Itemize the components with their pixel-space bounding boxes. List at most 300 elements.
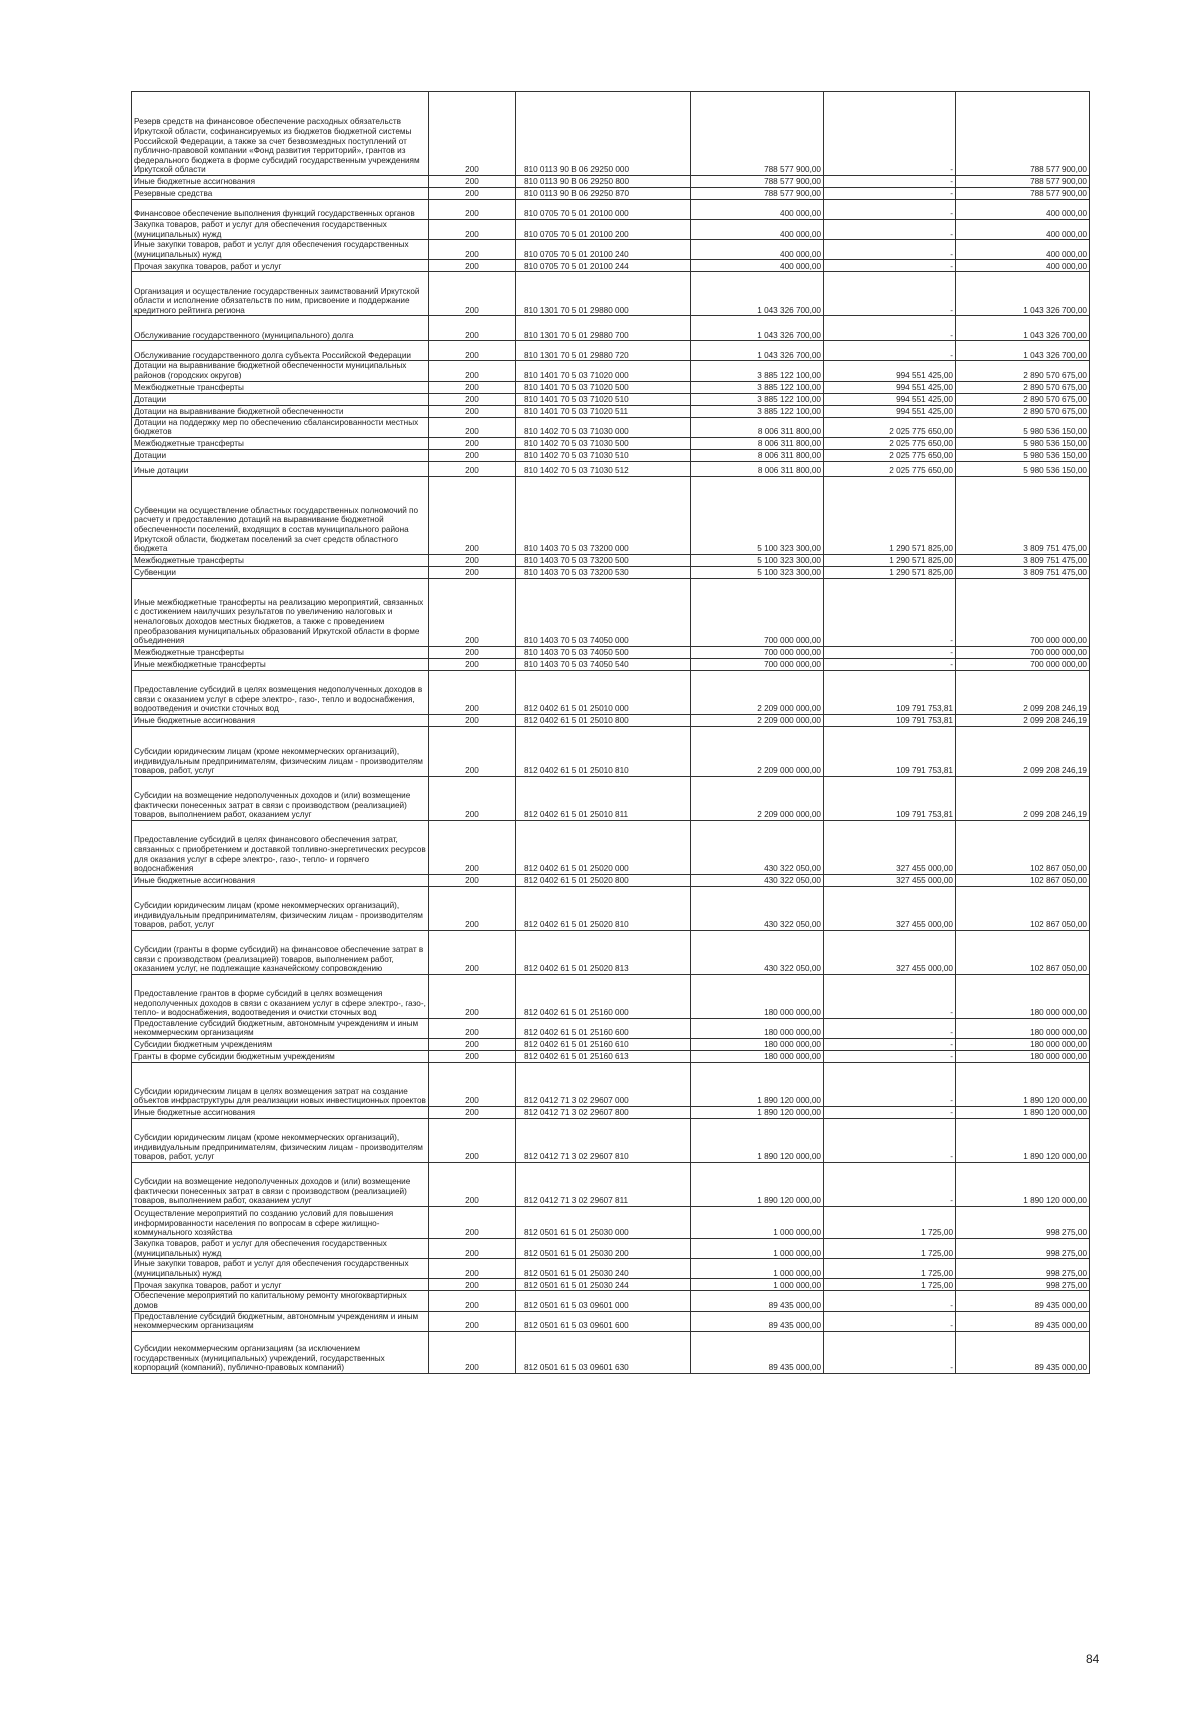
row-executed-amount: 2 025 775 650,00 [824,449,956,461]
row-description: Предоставление субсидий в целях возмещения недополученных доходов в связи с оказанием услуг в сфере электро-, газо-, тепло и водоснабжения, водоотведения и очистки сточных вод [132,670,429,714]
row-budget-code: 812 0501 61 5 03 09601 000 [516,1291,691,1311]
table-row [132,974,1090,1018]
row-remaining-amount: 700 000 000,00 [956,658,1090,670]
row-budget-code: 810 0705 70 5 01 20100 240 [516,240,691,260]
row-description: Обслуживание государственного (муниципального) долга [132,316,429,341]
table-row [132,670,1090,714]
row-code: 200 [429,476,516,554]
row-description: Межбюджетные трансферты [132,646,429,658]
table-row [132,461,1090,476]
row-budget-code: 810 1402 70 5 03 71030 510 [516,449,691,461]
table-row [132,646,1090,658]
row-description: Субсидии (гранты в форме субсидий) на финансовое обеспечение затрат в связи с производством (реализацией) товаров, выполнением работ, оказанием услуг, не подлежащие казначейскому сопровождению [132,930,429,974]
row-remaining-amount: 998 275,00 [956,1206,1090,1238]
row-executed-amount: - [824,188,956,200]
row-remaining-amount: 2 099 208 246,19 [956,714,1090,726]
row-executed-amount: 994 551 425,00 [824,361,956,381]
row-budget-code: 810 1403 70 5 03 73200 530 [516,566,691,578]
row-description: Субсидии на возмещение недополученных доходов и (или) возмещение фактически понесенных затрат в связи с производством (реализацией) товаров, выполнением работ, оказанием услуг [132,776,429,820]
row-code: 200 [429,272,516,316]
row-planned-amount: 700 000 000,00 [691,658,824,670]
row-budget-code: 810 0113 90 В 06 29250 870 [516,188,691,200]
row-remaining-amount: 3 809 751 475,00 [956,476,1090,554]
row-planned-amount: 700 000 000,00 [691,646,824,658]
row-code: 200 [429,1279,516,1291]
row-code: 200 [429,1331,516,1373]
row-planned-amount: 2 209 000 000,00 [691,726,824,776]
row-remaining-amount: 1 043 326 700,00 [956,272,1090,316]
row-description: Иные бюджетные ассигнования [132,176,429,188]
table-row [132,658,1090,670]
row-budget-code: 812 0402 61 5 01 25160 610 [516,1038,691,1050]
row-description: Иные бюджетные ассигнования [132,874,429,886]
row-description: Субсидии некоммерческим организациям (за исключением государственных (муниципальных) учреждений, государственных корпораций (компаний), публично-правовых компаний) [132,1331,429,1373]
row-executed-amount: - [824,1118,956,1162]
row-planned-amount: 1 000 000,00 [691,1206,824,1238]
row-code: 200 [429,461,516,476]
table-row [132,1062,1090,1106]
row-code: 200 [429,316,516,341]
row-remaining-amount: 3 809 751 475,00 [956,554,1090,566]
row-planned-amount: 1 000 000,00 [691,1238,824,1258]
row-planned-amount: 2 209 000 000,00 [691,714,824,726]
row-description: Субсидии бюджетным учреждениям [132,1038,429,1050]
row-budget-code: 810 1301 70 5 01 29880 720 [516,341,691,361]
row-executed-amount: - [824,1291,956,1311]
row-executed-amount: - [824,1018,956,1038]
row-executed-amount: - [824,316,956,341]
row-executed-amount: 1 725,00 [824,1238,956,1258]
row-executed-amount: 1 290 571 825,00 [824,476,956,554]
row-code: 200 [429,381,516,393]
row-budget-code: 812 0501 61 5 01 25030 200 [516,1238,691,1258]
row-remaining-amount: 5 980 536 150,00 [956,417,1090,437]
row-planned-amount: 788 577 900,00 [691,188,824,200]
row-planned-amount: 3 885 122 100,00 [691,393,824,405]
row-budget-code: 812 0402 61 5 01 25160 613 [516,1050,691,1062]
row-description: Предоставление субсидий бюджетным, автономным учреждениям и иным некоммерческим организациям [132,1018,429,1038]
row-description: Иные дотации [132,461,429,476]
row-budget-code: 810 0705 70 5 01 20100 200 [516,220,691,240]
row-code: 200 [429,1259,516,1279]
row-remaining-amount: 1 890 120 000,00 [956,1106,1090,1118]
row-planned-amount: 430 322 050,00 [691,820,824,874]
row-executed-amount: 1 725,00 [824,1279,956,1291]
row-code: 200 [429,658,516,670]
row-planned-amount: 89 435 000,00 [691,1311,824,1331]
row-remaining-amount: 89 435 000,00 [956,1331,1090,1373]
row-planned-amount: 89 435 000,00 [691,1331,824,1373]
row-budget-code: 812 0412 71 3 02 29607 811 [516,1162,691,1206]
row-planned-amount: 400 000,00 [691,260,824,272]
table-row [132,1291,1090,1311]
row-executed-amount: - [824,176,956,188]
row-remaining-amount: 89 435 000,00 [956,1311,1090,1331]
row-budget-code: 812 0412 71 3 02 29607 810 [516,1118,691,1162]
table-row [132,1118,1090,1162]
row-planned-amount: 400 000,00 [691,240,824,260]
table-row [132,1259,1090,1279]
row-executed-amount: - [824,341,956,361]
row-executed-amount: - [824,240,956,260]
row-remaining-amount: 2 890 570 675,00 [956,405,1090,417]
row-budget-code: 812 0402 61 5 01 25010 800 [516,714,691,726]
row-description: Иные бюджетные ассигнования [132,1106,429,1118]
row-planned-amount: 3 885 122 100,00 [691,381,824,393]
row-budget-code: 812 0412 71 3 02 29607 800 [516,1106,691,1118]
row-budget-code: 810 1403 70 5 03 74050 500 [516,646,691,658]
row-remaining-amount: 180 000 000,00 [956,1038,1090,1050]
row-description: Прочая закупка товаров, работ и услуг [132,1279,429,1291]
row-remaining-amount: 180 000 000,00 [956,1018,1090,1038]
row-code: 200 [429,714,516,726]
table-row [132,476,1090,554]
row-remaining-amount: 102 867 050,00 [956,820,1090,874]
row-planned-amount: 3 885 122 100,00 [691,405,824,417]
row-budget-code: 810 1301 70 5 01 29880 000 [516,272,691,316]
row-planned-amount: 1 000 000,00 [691,1259,824,1279]
row-remaining-amount: 1 890 120 000,00 [956,1062,1090,1106]
row-executed-amount: - [824,272,956,316]
row-executed-amount: 327 455 000,00 [824,820,956,874]
row-executed-amount: 327 455 000,00 [824,874,956,886]
row-code: 200 [429,200,516,220]
row-executed-amount: - [824,1106,956,1118]
row-executed-amount: 109 791 753,81 [824,670,956,714]
row-description: Предоставление грантов в форме субсидий в целях возмещения недополученных доходов в связи с оказанием услуг в сфере электро-, газо-, тепло- и водоснабжения, водоотведения и очистки сточных вод [132,974,429,1018]
row-planned-amount: 430 322 050,00 [691,930,824,974]
row-description: Предоставление субсидий в целях финансового обеспечения затрат, связанных с приобретением и доставкой топливно-энергетических ресурсов для оказания услуг в сфере электро-, газо-, тепло- и горячего водоснабжения [132,820,429,874]
row-description: Дотации на поддержку мер по обеспечению сбалансированности местных бюджетов [132,417,429,437]
row-description: Субсидии юридическим лицам в целях возмещения затрат на создание объектов инфраструктуры для реализации новых инвестиционных проектов [132,1062,429,1106]
row-remaining-amount: 102 867 050,00 [956,930,1090,974]
row-budget-code: 810 1403 70 5 03 74050 540 [516,658,691,670]
row-planned-amount: 1 890 120 000,00 [691,1062,824,1106]
table-row [132,240,1090,260]
row-remaining-amount: 2 890 570 675,00 [956,393,1090,405]
row-code: 200 [429,220,516,240]
row-executed-amount: 2 025 775 650,00 [824,437,956,449]
row-planned-amount: 8 006 311 800,00 [691,437,824,449]
row-planned-amount: 8 006 311 800,00 [691,417,824,437]
row-executed-amount: - [824,1331,956,1373]
table-row [132,820,1090,874]
row-budget-code: 810 0705 70 5 01 20100 244 [516,260,691,272]
row-executed-amount: - [824,578,956,646]
table-row [132,1038,1090,1050]
row-description: Финансовое обеспечение выполнения функций государственных органов [132,200,429,220]
table-row [132,220,1090,240]
row-budget-code: 812 0501 61 5 01 25030 240 [516,1259,691,1279]
table-row [132,341,1090,361]
row-executed-amount: - [824,974,956,1018]
row-budget-code: 812 0501 61 5 03 09601 630 [516,1331,691,1373]
row-code: 200 [429,874,516,886]
row-budget-code: 810 1402 70 5 03 71030 512 [516,461,691,476]
row-description: Закупка товаров, работ и услуг для обеспечения государственных (муниципальных) нужд [132,1238,429,1258]
row-remaining-amount: 788 577 900,00 [956,188,1090,200]
table-row [132,1238,1090,1258]
row-description: Субсидии на возмещение недополученных доходов и (или) возмещение фактически понесенных затрат в связи с производством (реализацией) товаров, выполнением работ, оказанием услуг [132,1162,429,1206]
row-budget-code: 810 1401 70 5 03 71020 511 [516,405,691,417]
table-row [132,316,1090,341]
table-body [132,92,1090,1374]
row-description: Предоставление субсидий бюджетным, автономным учреждениям и иным некоммерческим организациям [132,1311,429,1331]
row-description: Резерв средств на финансовое обеспечение расходных обязательств Иркутской области, софинансируемых из бюджетов бюджетной системы Российской Федерации, а также за счет безвозмездных поступлений от публично-правовой компании «Фонд развития территорий», грантов из федерального бюджета в форме субсидий государственным учреждениям Иркутской области [132,92,429,176]
row-description: Дотации [132,449,429,461]
table-row [132,578,1090,646]
row-code: 200 [429,260,516,272]
row-executed-amount: - [824,1050,956,1062]
row-budget-code: 812 0402 61 5 01 25010 000 [516,670,691,714]
row-budget-code: 810 1403 70 5 03 73200 000 [516,476,691,554]
row-executed-amount: - [824,200,956,220]
row-code: 200 [429,646,516,658]
row-budget-code: 810 1401 70 5 03 71020 510 [516,393,691,405]
row-remaining-amount: 102 867 050,00 [956,874,1090,886]
row-code: 200 [429,1118,516,1162]
row-remaining-amount: 1 890 120 000,00 [956,1118,1090,1162]
row-budget-code: 812 0501 61 5 01 25030 244 [516,1279,691,1291]
row-description: Иные закупки товаров, работ и услуг для обеспечения государственных (муниципальных) нужд [132,240,429,260]
row-remaining-amount: 5 980 536 150,00 [956,461,1090,476]
row-planned-amount: 2 209 000 000,00 [691,776,824,820]
table-row [132,188,1090,200]
row-planned-amount: 180 000 000,00 [691,1050,824,1062]
table-row [132,1279,1090,1291]
row-budget-code: 810 1401 70 5 03 71020 000 [516,361,691,381]
row-remaining-amount: 3 809 751 475,00 [956,566,1090,578]
row-remaining-amount: 5 980 536 150,00 [956,437,1090,449]
table-row [132,714,1090,726]
row-budget-code: 810 1403 70 5 03 74050 000 [516,578,691,646]
row-remaining-amount: 1 043 326 700,00 [956,316,1090,341]
row-code: 200 [429,1038,516,1050]
row-remaining-amount: 2 890 570 675,00 [956,381,1090,393]
row-remaining-amount: 5 980 536 150,00 [956,449,1090,461]
row-executed-amount: - [824,1038,956,1050]
row-description: Субсидии юридическим лицам (кроме некоммерческих организаций), индивидуальным предпринимателям, физическим лицам - производителям товаров, работ, услуг [132,1118,429,1162]
row-planned-amount: 1 043 326 700,00 [691,341,824,361]
row-remaining-amount: 998 275,00 [956,1238,1090,1258]
row-code: 200 [429,886,516,930]
row-description: Субвенции на осуществление областных государственных полномочий по расчету и предоставлению дотаций на выравнивание бюджетной обеспеченности поселений, входящих в состав муниципального района Иркутской области, бюджетам поселений за счет средств областного бюджета [132,476,429,554]
row-budget-code: 810 1402 70 5 03 71030 500 [516,437,691,449]
row-remaining-amount: 400 000,00 [956,260,1090,272]
row-planned-amount: 1 890 120 000,00 [691,1162,824,1206]
row-budget-code: 810 1402 70 5 03 71030 000 [516,417,691,437]
row-executed-amount: - [824,658,956,670]
row-planned-amount: 5 100 323 300,00 [691,476,824,554]
row-description: Межбюджетные трансферты [132,437,429,449]
row-executed-amount: 994 551 425,00 [824,405,956,417]
row-code: 200 [429,820,516,874]
row-description: Иные межбюджетные трансферты на реализацию мероприятий, связанных с достижением наилучших результатов по увеличению налоговых и неналоговых доходов местных бюджетов, а также с проведением преобразования муниципальных образований Иркутской области в форме объединения [132,578,429,646]
row-code: 200 [429,449,516,461]
row-description: Закупка товаров, работ и услуг для обеспечения государственных (муниципальных) нужд [132,220,429,240]
row-planned-amount: 1 043 326 700,00 [691,316,824,341]
row-remaining-amount: 400 000,00 [956,240,1090,260]
row-planned-amount: 788 577 900,00 [691,176,824,188]
row-code: 200 [429,1062,516,1106]
table-row [132,381,1090,393]
row-budget-code: 812 0412 71 3 02 29607 000 [516,1062,691,1106]
row-executed-amount: 1 725,00 [824,1206,956,1238]
table-row [132,874,1090,886]
table-row [132,260,1090,272]
row-remaining-amount: 89 435 000,00 [956,1291,1090,1311]
row-remaining-amount: 700 000 000,00 [956,578,1090,646]
row-budget-code: 810 0113 90 В 06 29250 800 [516,176,691,188]
row-code: 200 [429,92,516,176]
row-budget-code: 812 0501 61 5 03 09601 600 [516,1311,691,1331]
row-description: Межбюджетные трансферты [132,554,429,566]
row-code: 200 [429,566,516,578]
row-description: Организация и осуществление государственных заимствований Иркутской области и исполнение обязательств по ним, присвоение и поддержание кредитного рейтинга региона [132,272,429,316]
row-planned-amount: 5 100 323 300,00 [691,566,824,578]
row-planned-amount: 8 006 311 800,00 [691,449,824,461]
table-row [132,566,1090,578]
row-code: 200 [429,974,516,1018]
table-row [132,1206,1090,1238]
row-budget-code: 812 0501 61 5 01 25030 000 [516,1206,691,1238]
row-planned-amount: 180 000 000,00 [691,1018,824,1038]
row-executed-amount: - [824,260,956,272]
table-row [132,405,1090,417]
row-description: Дотации на выравнивание бюджетной обеспеченности [132,405,429,417]
row-description: Субсидии юридическим лицам (кроме некоммерческих организаций), индивидуальным предпринимателям, физическим лицам - производителям товаров, работ, услуг [132,886,429,930]
row-executed-amount: - [824,92,956,176]
budget-execution-table [131,91,1090,1374]
row-description: Резервные средства [132,188,429,200]
row-code: 200 [429,1050,516,1062]
row-planned-amount: 89 435 000,00 [691,1291,824,1311]
row-remaining-amount: 700 000 000,00 [956,646,1090,658]
row-description: Обеспечение мероприятий по капитальному ремонту многоквартирных домов [132,1291,429,1311]
row-code: 200 [429,1311,516,1331]
row-planned-amount: 430 322 050,00 [691,886,824,930]
row-code: 200 [429,930,516,974]
row-executed-amount: - [824,646,956,658]
row-budget-code: 812 0402 61 5 01 25010 810 [516,726,691,776]
row-executed-amount: 994 551 425,00 [824,381,956,393]
row-executed-amount: - [824,1062,956,1106]
row-remaining-amount: 2 099 208 246,19 [956,670,1090,714]
row-code: 200 [429,437,516,449]
row-budget-code: 810 1401 70 5 03 71020 500 [516,381,691,393]
row-remaining-amount: 998 275,00 [956,1279,1090,1291]
row-description: Дотации [132,393,429,405]
row-description: Субсидии юридическим лицам (кроме некоммерческих организаций), индивидуальным предпринимателям, физическим лицам - производителям товаров, работ, услуг [132,726,429,776]
row-remaining-amount: 2 890 570 675,00 [956,361,1090,381]
row-executed-amount: 109 791 753,81 [824,726,956,776]
row-code: 200 [429,393,516,405]
row-executed-amount: 109 791 753,81 [824,714,956,726]
table-row [132,272,1090,316]
page-number: 84 [1086,1652,1100,1666]
row-planned-amount: 2 209 000 000,00 [691,670,824,714]
row-code: 200 [429,1291,516,1311]
table-row [132,176,1090,188]
table-row [132,726,1090,776]
row-planned-amount: 430 322 050,00 [691,874,824,886]
row-executed-amount: - [824,1162,956,1206]
row-code: 200 [429,240,516,260]
row-planned-amount: 1 043 326 700,00 [691,272,824,316]
row-remaining-amount: 102 867 050,00 [956,886,1090,930]
row-description: Гранты в форме субсидии бюджетным учреждениям [132,1050,429,1062]
row-budget-code: 812 0402 61 5 01 25020 000 [516,820,691,874]
row-code: 200 [429,176,516,188]
table-row [132,776,1090,820]
table-row [132,437,1090,449]
row-code: 200 [429,341,516,361]
row-executed-amount: 109 791 753,81 [824,776,956,820]
row-planned-amount: 1 000 000,00 [691,1279,824,1291]
row-remaining-amount: 180 000 000,00 [956,974,1090,1018]
row-executed-amount: 327 455 000,00 [824,886,956,930]
row-code: 200 [429,1206,516,1238]
table-row [132,554,1090,566]
row-planned-amount: 400 000,00 [691,220,824,240]
row-budget-code: 812 0402 61 5 01 25020 800 [516,874,691,886]
row-executed-amount: 2 025 775 650,00 [824,461,956,476]
table-row [132,1018,1090,1038]
row-remaining-amount: 400 000,00 [956,220,1090,240]
row-planned-amount: 400 000,00 [691,200,824,220]
row-executed-amount: 1 290 571 825,00 [824,566,956,578]
row-budget-code: 812 0402 61 5 01 25010 811 [516,776,691,820]
row-code: 200 [429,1018,516,1038]
row-remaining-amount: 2 099 208 246,19 [956,726,1090,776]
table-row [132,1050,1090,1062]
row-code: 200 [429,405,516,417]
row-remaining-amount: 1 890 120 000,00 [956,1162,1090,1206]
table-row [132,417,1090,437]
row-executed-amount: 1 290 571 825,00 [824,554,956,566]
row-remaining-amount: 2 099 208 246,19 [956,776,1090,820]
row-planned-amount: 1 890 120 000,00 [691,1106,824,1118]
row-code: 200 [429,1162,516,1206]
row-remaining-amount: 180 000 000,00 [956,1050,1090,1062]
row-executed-amount: 327 455 000,00 [824,930,956,974]
row-description: Иные закупки товаров, работ и услуг для обеспечения государственных (муниципальных) нужд [132,1259,429,1279]
row-planned-amount: 1 890 120 000,00 [691,1118,824,1162]
row-planned-amount: 8 006 311 800,00 [691,461,824,476]
table-row [132,886,1090,930]
row-budget-code: 812 0402 61 5 01 25160 000 [516,974,691,1018]
row-code: 200 [429,1238,516,1258]
row-planned-amount: 180 000 000,00 [691,1038,824,1050]
row-budget-code: 812 0402 61 5 01 25020 813 [516,930,691,974]
table-row [132,930,1090,974]
row-code: 200 [429,554,516,566]
table-row [132,200,1090,220]
table-row [132,1106,1090,1118]
row-planned-amount: 700 000 000,00 [691,578,824,646]
row-remaining-amount: 1 043 326 700,00 [956,341,1090,361]
row-code: 200 [429,188,516,200]
row-code: 200 [429,1106,516,1118]
row-budget-code: 810 1403 70 5 03 73200 500 [516,554,691,566]
row-planned-amount: 788 577 900,00 [691,92,824,176]
row-code: 200 [429,417,516,437]
row-planned-amount: 5 100 323 300,00 [691,554,824,566]
row-description: Осуществление мероприятий по созданию условий для повышения информированности населения по вопросам в сфере жилищно-коммунального хозяйства [132,1206,429,1238]
row-budget-code: 810 0113 90 В 06 29250 000 [516,92,691,176]
row-description: Иные межбюджетные трансферты [132,658,429,670]
table-row [132,393,1090,405]
